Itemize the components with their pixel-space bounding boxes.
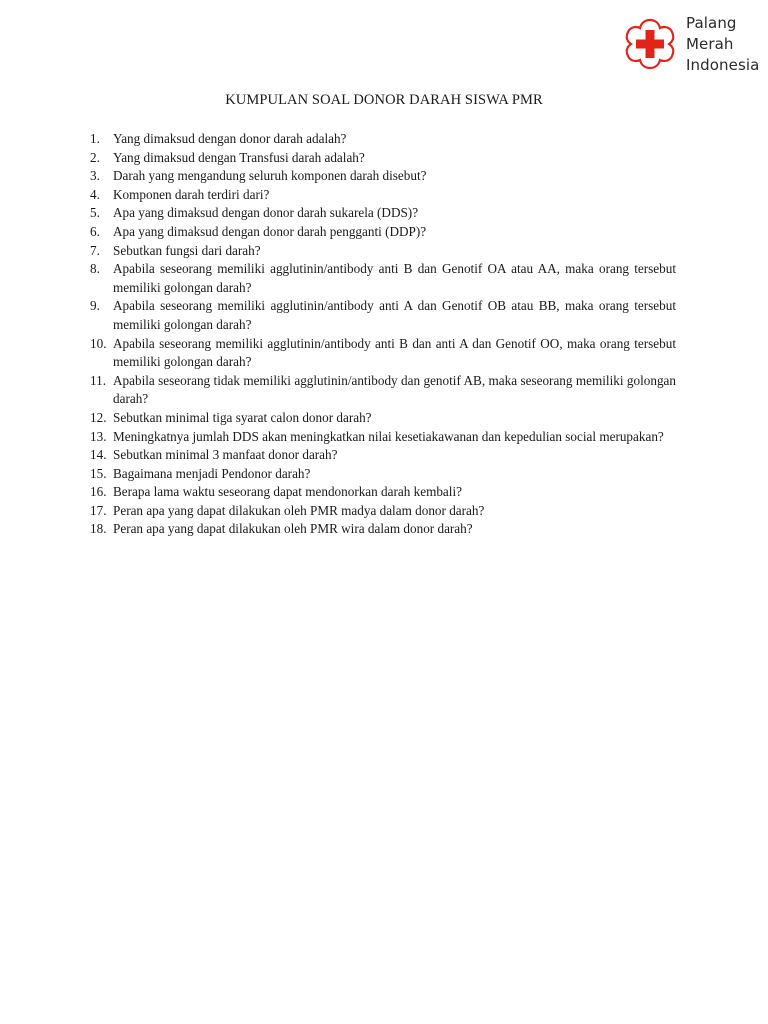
question-item	[90, 409, 676, 428]
question-text: Apabila seseorang memiliki agglutinin/antibody anti B dan Genotif OA atau AA, maka orang tersebut memiliki golongan darah?	[113, 261, 676, 295]
question-number: 6.	[90, 223, 100, 239]
logo-line-1: Palang	[686, 14, 737, 32]
question-text: Sebutkan minimal 3 manfaat donor darah?	[113, 447, 338, 463]
question-number: 14.	[90, 447, 107, 463]
question-item	[90, 465, 676, 484]
question-item	[90, 520, 676, 539]
question-list	[90, 130, 676, 539]
question-text: Peran apa yang dapat dilakukan oleh PMR madya dalam donor darah?	[113, 502, 485, 518]
question-text: Sebutkan fungsi dari darah?	[113, 242, 261, 258]
question-item	[90, 297, 676, 334]
question-text: Komponen darah terdiri dari?	[113, 186, 270, 202]
question-item	[90, 446, 676, 465]
question-number: 5.	[90, 205, 100, 221]
question-item	[90, 372, 676, 409]
question-number: 4.	[90, 186, 100, 202]
question-item	[90, 483, 676, 502]
question-item	[90, 335, 676, 372]
question-item	[90, 223, 676, 242]
red-cross-flower-icon	[622, 16, 678, 72]
question-item	[90, 428, 676, 447]
question-text: Yang dimaksud dengan donor darah adalah?	[113, 131, 347, 146]
question-item	[90, 149, 676, 168]
document-title: KUMPULAN SOAL DONOR DARAH SISWA PMR	[225, 92, 543, 108]
question-item	[90, 130, 676, 149]
question-item	[90, 242, 676, 261]
question-number: 2.	[90, 149, 100, 165]
logo-line-3: Indonesia	[686, 56, 760, 74]
question-text: Sebutkan minimal tiga syarat calon donor darah?	[113, 409, 372, 425]
question-number: 12.	[90, 409, 107, 425]
question-number: 1.	[90, 131, 100, 146]
question-text: Apa yang dimaksud dengan donor darah sukarela (DDS)?	[113, 205, 419, 221]
question-number: 13.	[90, 428, 107, 444]
question-number: 11.	[90, 372, 106, 388]
question-number: 10.	[90, 335, 107, 351]
question-number: 9.	[90, 298, 100, 314]
question-item	[90, 186, 676, 205]
question-number: 18.	[90, 521, 107, 537]
question-text: Berapa lama waktu seseorang dapat mendonorkan darah kembali?	[113, 484, 462, 500]
question-number: 7.	[90, 242, 100, 258]
question-text: Bagaimana menjadi Pendonor darah?	[113, 465, 311, 481]
question-text: Apabila seseorang tidak memiliki agglutinin/antibody dan genotif AB, maka seseorang memiliki golongan darah?	[113, 372, 676, 407]
question-text: Apabila seseorang memiliki agglutinin/antibody anti B dan anti A dan Genotif OO, maka orang tersebut memiliki golongan darah?	[113, 335, 676, 370]
question-text: Peran apa yang dapat dilakukan oleh PMR wira dalam donor darah?	[113, 521, 473, 537]
question-number: 16.	[90, 484, 107, 500]
question-text: Apa yang dimaksud dengan donor darah pengganti (DDP)?	[113, 223, 427, 239]
pmi-logo-wordmark	[686, 13, 759, 76]
question-number: 17.	[90, 502, 107, 518]
question-text: Yang dimaksud dengan Transfusi darah adalah?	[113, 149, 365, 165]
question-number: 8.	[90, 261, 100, 277]
question-number: 15.	[90, 465, 107, 481]
question-item	[90, 204, 676, 223]
question-text: Meningkatnya jumlah DDS akan meningkatkan nilai kesetiakawanan dan kepedulian social merupakan?	[113, 428, 664, 444]
logo-line-2: Merah	[686, 35, 734, 53]
question-item	[90, 502, 676, 521]
question-text: Apabila seseorang memiliki agglutinin/antibody anti A dan Genotif OB atau BB, maka orang tersebut memiliki golongan darah?	[113, 298, 676, 332]
question-number: 3.	[90, 168, 100, 184]
pmi-logo	[622, 12, 768, 76]
question-item	[90, 167, 676, 186]
question-item	[90, 260, 676, 297]
question-text: Darah yang mengandung seluruh komponen darah disebut?	[113, 168, 427, 184]
